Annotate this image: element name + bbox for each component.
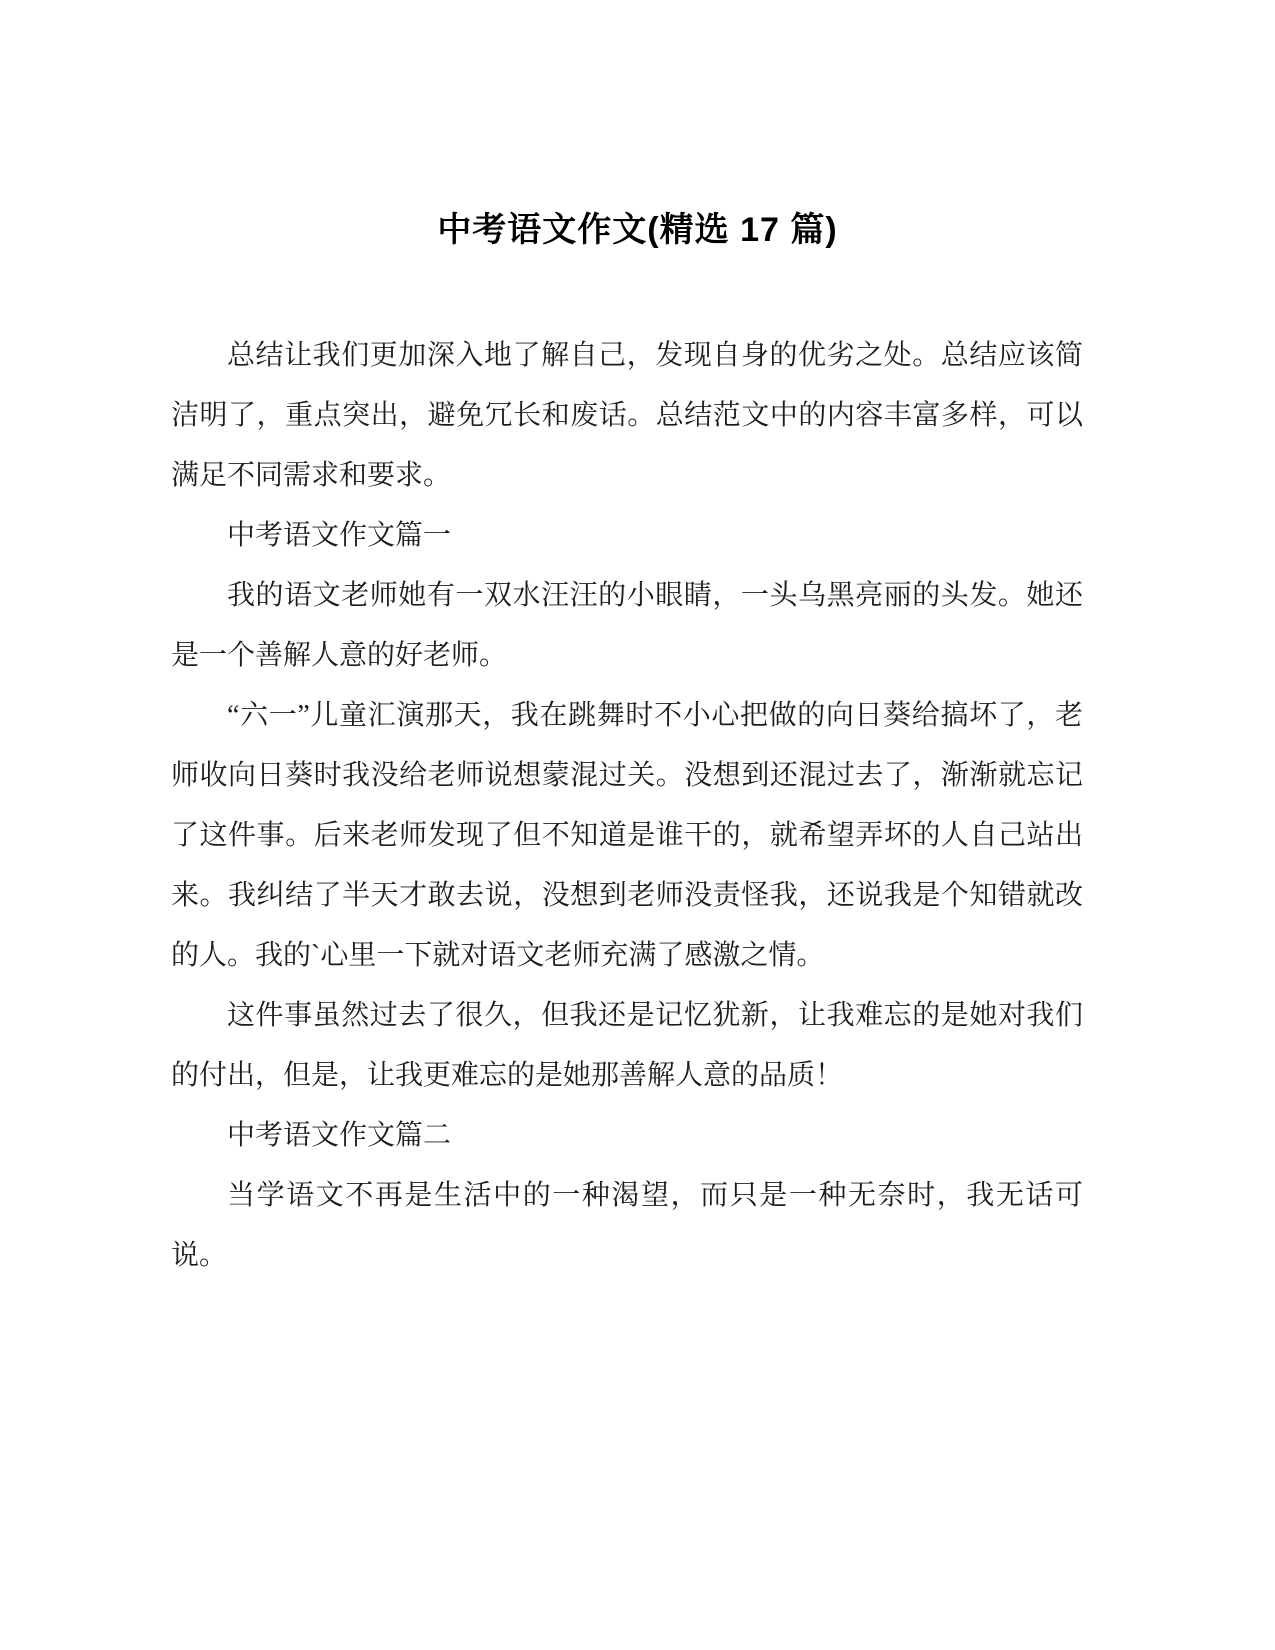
section-heading-essay-2: 中考语文作文篇二 bbox=[227, 1120, 452, 1151]
section-heading-essay-1: 中考语文作文篇一 bbox=[227, 520, 452, 551]
intro-paragraph: 总结让我们更加深入地了解自己，发现自身的优劣之处。总结应该简洁明了，重点突出，避免冗长和废话。总结范文中的内容丰富多样，可以满足不同需求和要求。 bbox=[171, 340, 1083, 491]
essay-2-paragraph-1: 当学语文不再是生活中的一种渴望，而只是一种无奈时，我无话可说。 bbox=[171, 1180, 1083, 1271]
document-body bbox=[171, 326, 1083, 1286]
essay-1-paragraph-1: 我的语文老师她有一双水汪汪的小眼睛，一头乌黑亮丽的头发。她还是一个善解人意的好老师。 bbox=[171, 580, 1083, 671]
essay-1-paragraph-3: 这件事虽然过去了很久，但我还是记忆犹新，让我难忘的是她对我们的付出，但是，让我更难忘的是她那善解人意的品质！ bbox=[171, 1000, 1083, 1091]
essay-1-paragraph-2: “六一”儿童汇演那天，我在跳舞时不小心把做的向日葵给搞坏了，老师收向日葵时我没给老师说想蒙混过关。没想到还混过去了，渐渐就忘记了这件事。后来老师发现了但不知道是谁干的，就希望弄坏的人自己站出来。我纠结了半天才敢去说，没想到老师没责怪我，还说我是个知错就改的人。我的`心里一下就对语文老师充满了感激之情。 bbox=[171, 700, 1083, 971]
document-title: 中考语文作文(精选 17 篇) bbox=[437, 211, 838, 249]
